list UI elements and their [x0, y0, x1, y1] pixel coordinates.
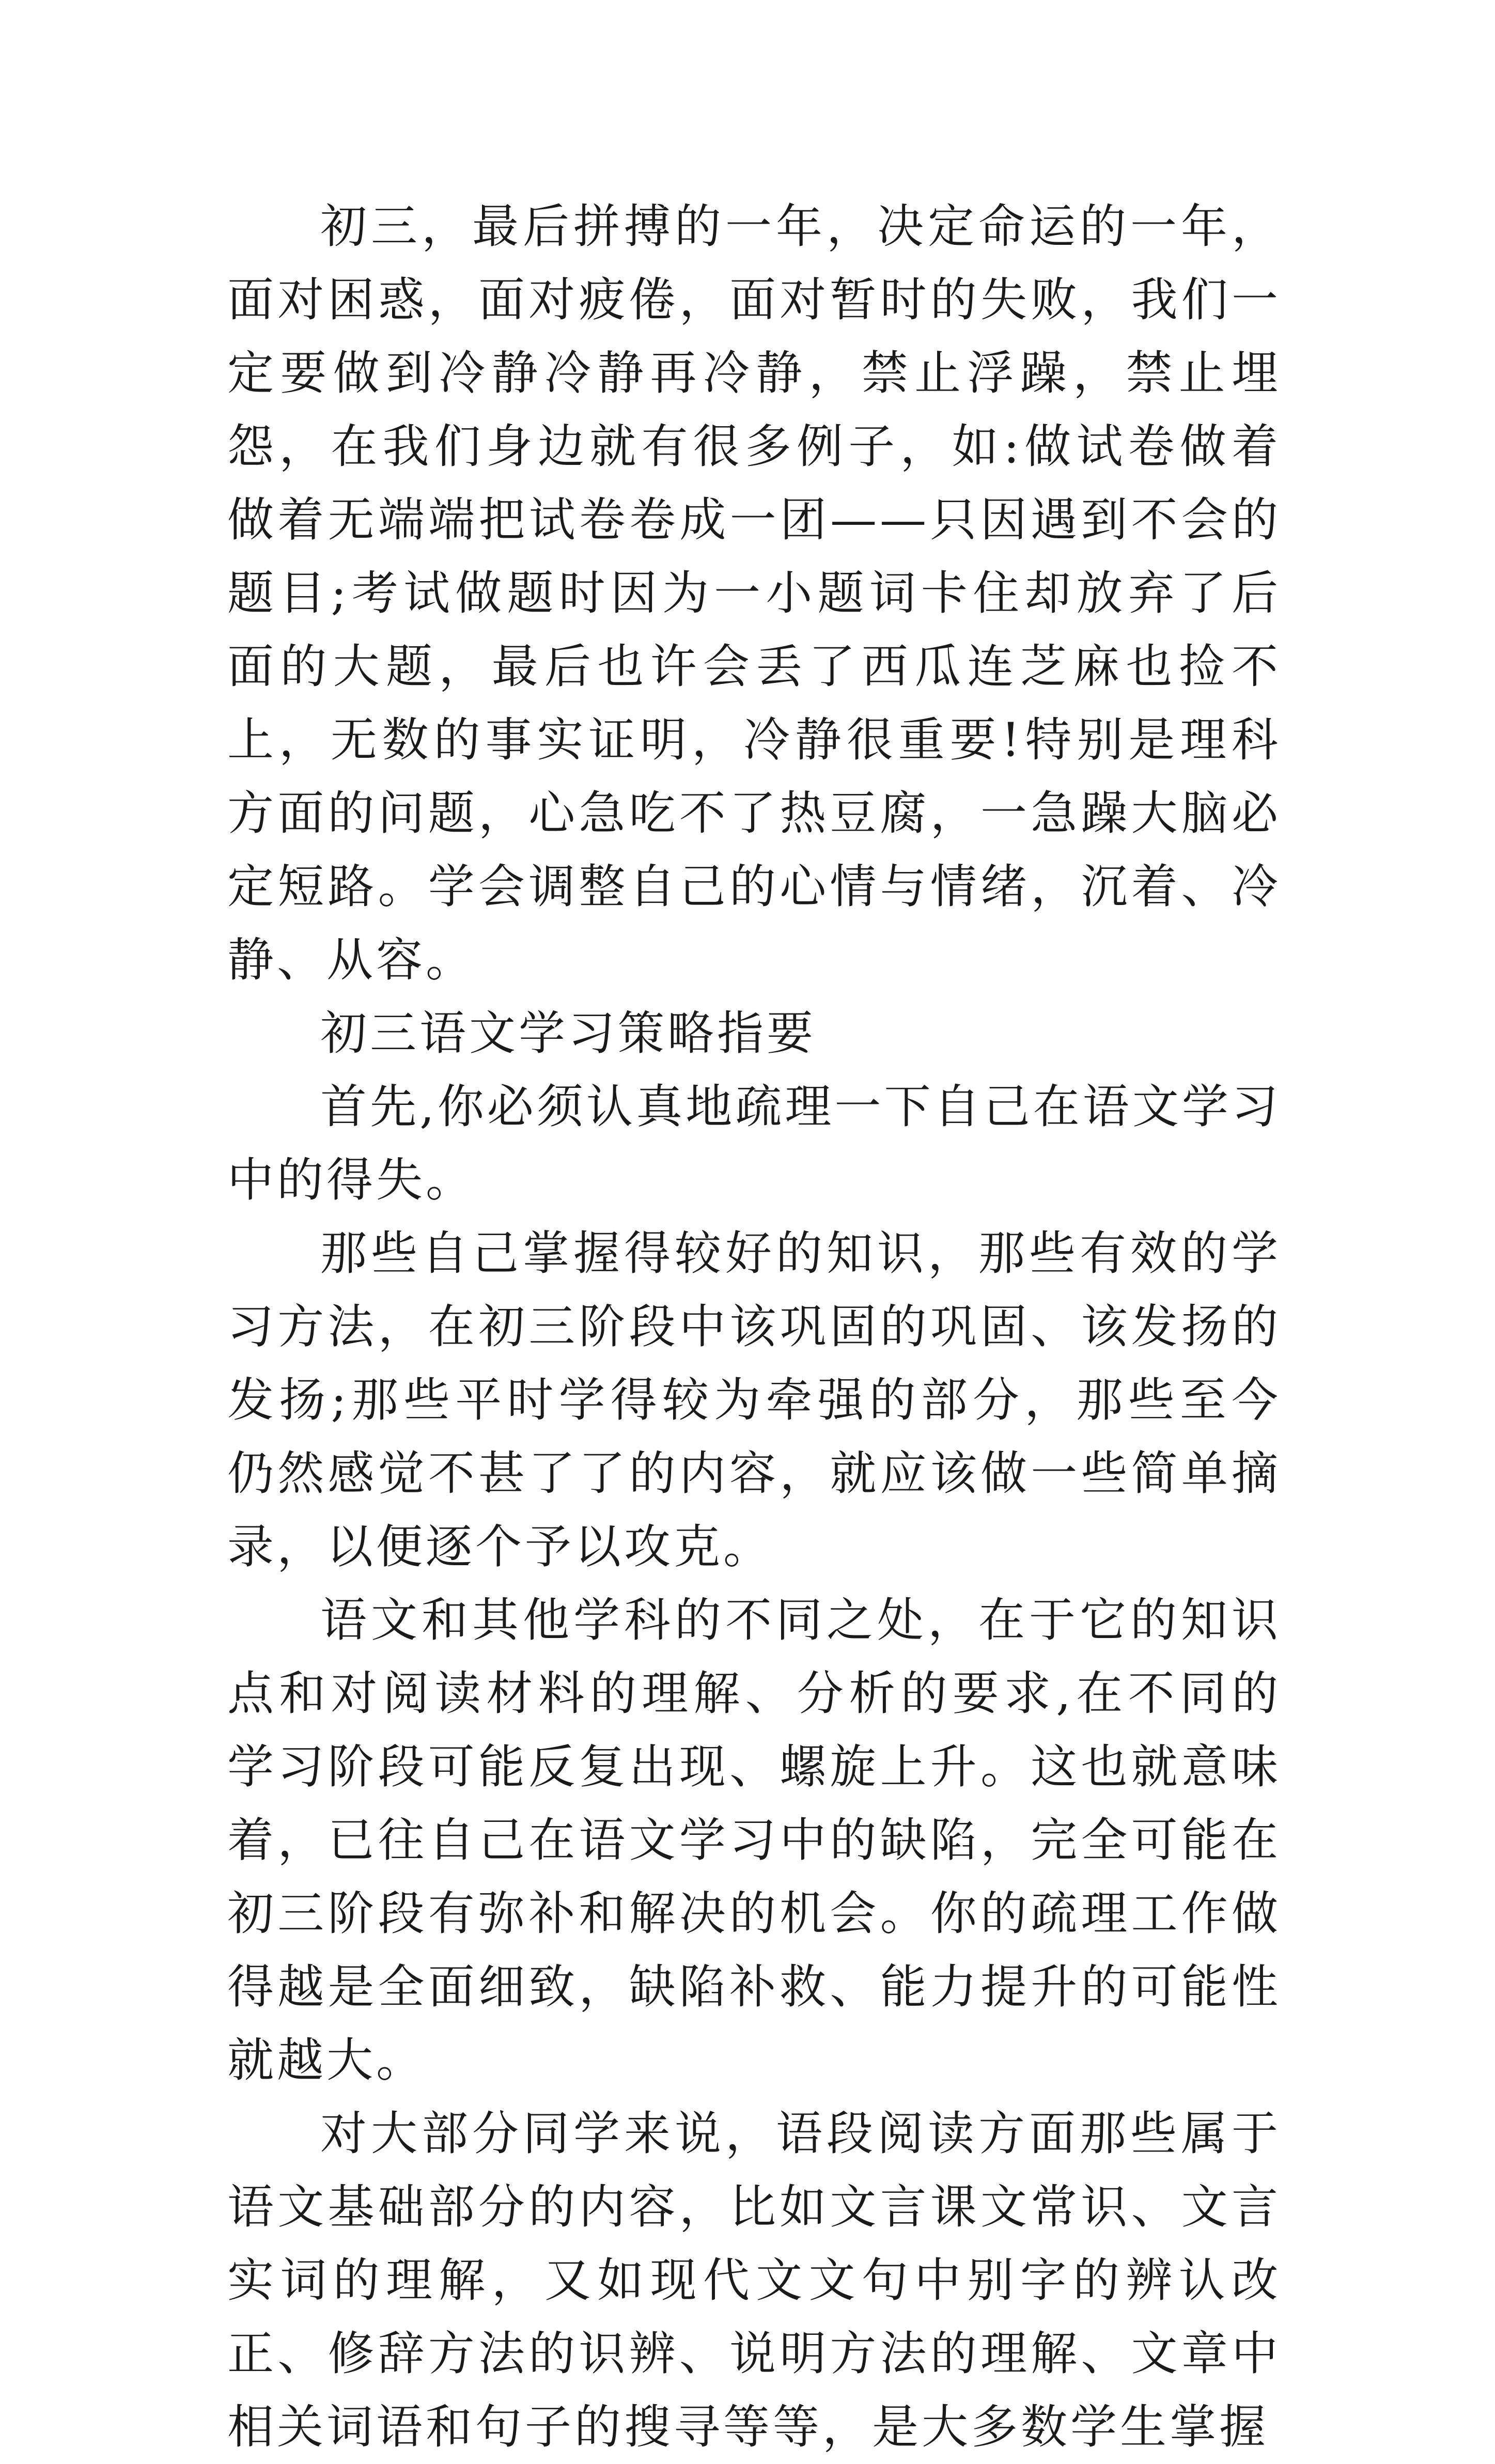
section-heading: 初三语文学习策略指要 — [320, 1006, 816, 1061]
paragraph-exam-mindset: 初三，最后拼搏的一年，决定命运的一年，面对困惑，面对疲倦，面对暂时的失败，我们一定要做到冷静冷静再冷静，禁止浮躁，禁止埋怨，在我们身边就有很多例子，如:做试卷做着做着无端端把试卷卷成一团——只因遇到不会的题目;考试做题时因为一小题词卡住却放弃了后面的大题，最后也许会丢了西瓜连芝麻也捡不上，无数的事实证明，冷静很重要!特别是理科方面的问题，心急吃不了热豆腐，一急躁大脑必定短路。学会调整自己的心情与情绪，沉着、冷静、从容。 — [227, 199, 1281, 987]
paragraph-consolidate-knowledge: 那些自己掌握得较好的知识，那些有效的学习方法，在初三阶段中该巩固的巩固、该发扬的发扬;那些平时学得较为牵强的部分，那些至今仍然感觉不甚了了的内容，就应该做一些简单摘录，以便逐个予以攻克。 — [227, 1226, 1281, 1574]
paragraph-reading-basics: 对大部分同学来说，语段阅读方面那些属于语文基础部分的内容，比如文言课文常识、文言实词的理解，又如现代文文句中别字的辨认改正、修辞方法的识辨、说明方法的理解、文章中相关词语和句子的搜寻等等，是大多数学生掌握 — [227, 2107, 1281, 2454]
paragraph-review-gains-losses: 首先,你必须认真地疏理一下自己在语文学习中的得失。 — [227, 1080, 1281, 1207]
document-body — [227, 190, 1281, 2464]
paragraph-language-difference: 语文和其他学科的不同之处，在于它的知识点和对阅读材料的理解、分析的要求,在不同的学习阶段可能反复出现、螺旋上升。这也就意味着，已往自己在语文学习中的缺陷，完全可能在初三阶段有弥补和解决的机会。你的疏理工作做得越是全面细致，缺陷补救、能力提升的可能性就越大。 — [227, 1593, 1281, 2087]
